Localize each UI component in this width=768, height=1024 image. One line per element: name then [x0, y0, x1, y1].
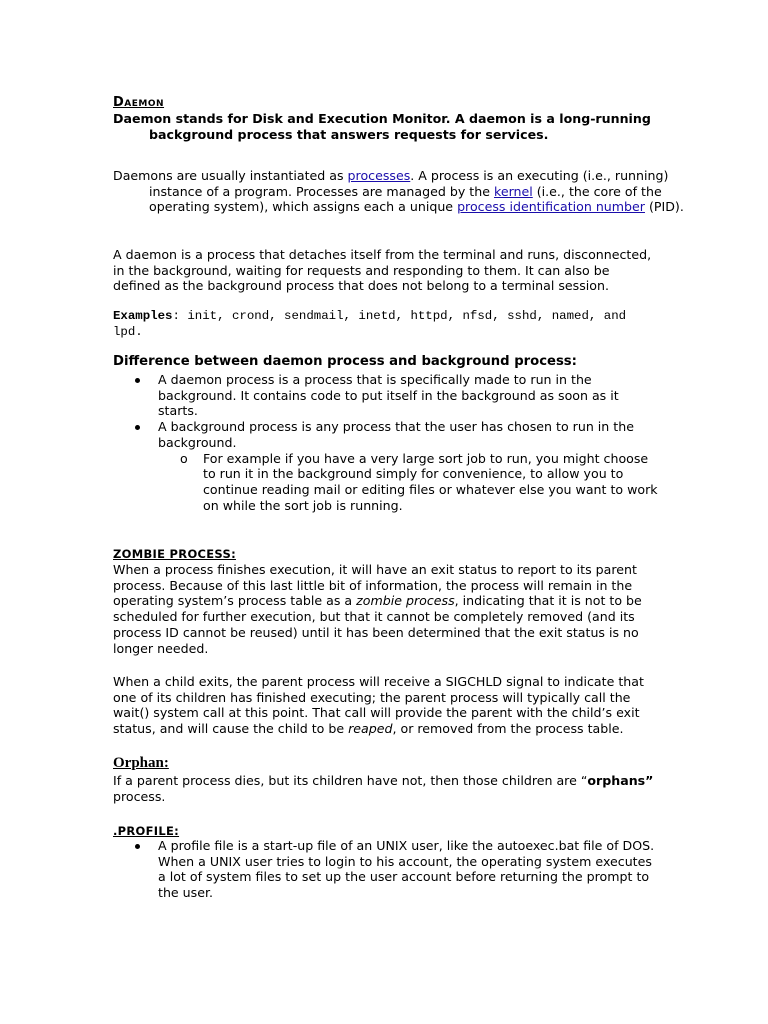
- text-run: process.: [113, 788, 166, 804]
- daemon-intro-paragraph: [113, 168, 694, 215]
- list-item: [113, 419, 658, 513]
- list-item: A daemon process is a process that is specifically made to run in the background. It contains code to put itself in the background as soon as it starts.: [113, 372, 658, 419]
- sub-list-item-text: For example if you have a very large sort job to run, you might choose to run it in the background simply for convenience, to allow you to continue reading mail or editing files or whatever else you want to work on while the sort job is running.: [203, 450, 658, 513]
- kernel-link[interactable]: kernel: [493, 183, 533, 199]
- zombie-paragraph-1: [113, 562, 658, 656]
- orphans-term: orphans”: [587, 773, 654, 788]
- difference-heading: Difference between daemon process and background process:: [113, 354, 577, 369]
- text-run: Daemons are usually instantiated as: [113, 168, 348, 183]
- zombie-paragraph-2: [113, 674, 658, 737]
- list-item: A profile file is a start-up file of an UNIX user, like the autoexec.bat file of DOS. When a UNIX user tries to login to his account, the operating system executes a lot of system files to set up the user account before returning the prompt to the user.: [113, 838, 658, 901]
- daemon-definition: Daemon stands for Disk and Execution Monitor. A daemon is a long-running background process that answers requests for services.: [113, 111, 651, 142]
- sub-list-item: [158, 451, 658, 514]
- zombie-process-term: zombie process: [356, 593, 455, 609]
- profile-heading: .PROFILE:: [113, 824, 180, 838]
- reaped-term: reaped: [348, 721, 393, 737]
- process-identification-number-link[interactable]: process identification number: [457, 199, 645, 215]
- difference-list: [113, 372, 658, 513]
- examples-paragraph: [113, 309, 658, 340]
- text-run: (i.e., the core of the operating system), which assigns each a unique: [149, 183, 662, 215]
- zombie-heading: ZOMBIE PROCESS:: [113, 547, 236, 561]
- list-item-text: A background process is any process that the user has chosen to run in the background.: [158, 419, 634, 450]
- text-run: When a child exits, the parent process will receive a SIGCHLD signal to indicate that one of its children has finished executing; the parent process will typically call the wait() system call at this point. That call will provide the parent with the child’s exit status, and will cause the child to be: [113, 674, 644, 737]
- text-run: If a parent process dies, but its children have not, then those children are “: [113, 773, 588, 788]
- orphan-paragraph: [113, 773, 658, 804]
- daemon-title: Daemon: [113, 95, 165, 110]
- text-run: . A process is an executing (i.e., running) instance of a program. Processes are managed by the: [149, 168, 669, 199]
- orphan-heading: Orphan:: [113, 755, 169, 771]
- sub-bullet-marker: o: [180, 450, 188, 466]
- text-run: (PID).: [644, 199, 684, 215]
- examples-label: Examples: [113, 309, 173, 323]
- daemon-detach-paragraph: A daemon is a process that detaches itself from the terminal and runs, disconnected, in the background, waiting for requests and responding to them. It can also be defined as the background process that does not belong to a terminal session.: [113, 247, 652, 294]
- examples-text: : init, crond, sendmail, inetd, httpd, nfsd, sshd, named, and lpd.: [113, 309, 627, 339]
- profile-list: [113, 838, 658, 901]
- text-run: , or removed from the process table.: [392, 721, 624, 737]
- text-run: , indicating that it is not to be scheduled for further execution, but that it cannot be completely removed (and its process ID cannot be reused) until it has been determined that the exit status is no longer needed.: [113, 593, 642, 656]
- processes-link[interactable]: processes: [347, 168, 411, 183]
- text-run: When a process finishes execution, it will have an exit status to report to its parent process. Because of this last little bit of information, the process will remain in the operating system’s process table as a: [113, 562, 637, 609]
